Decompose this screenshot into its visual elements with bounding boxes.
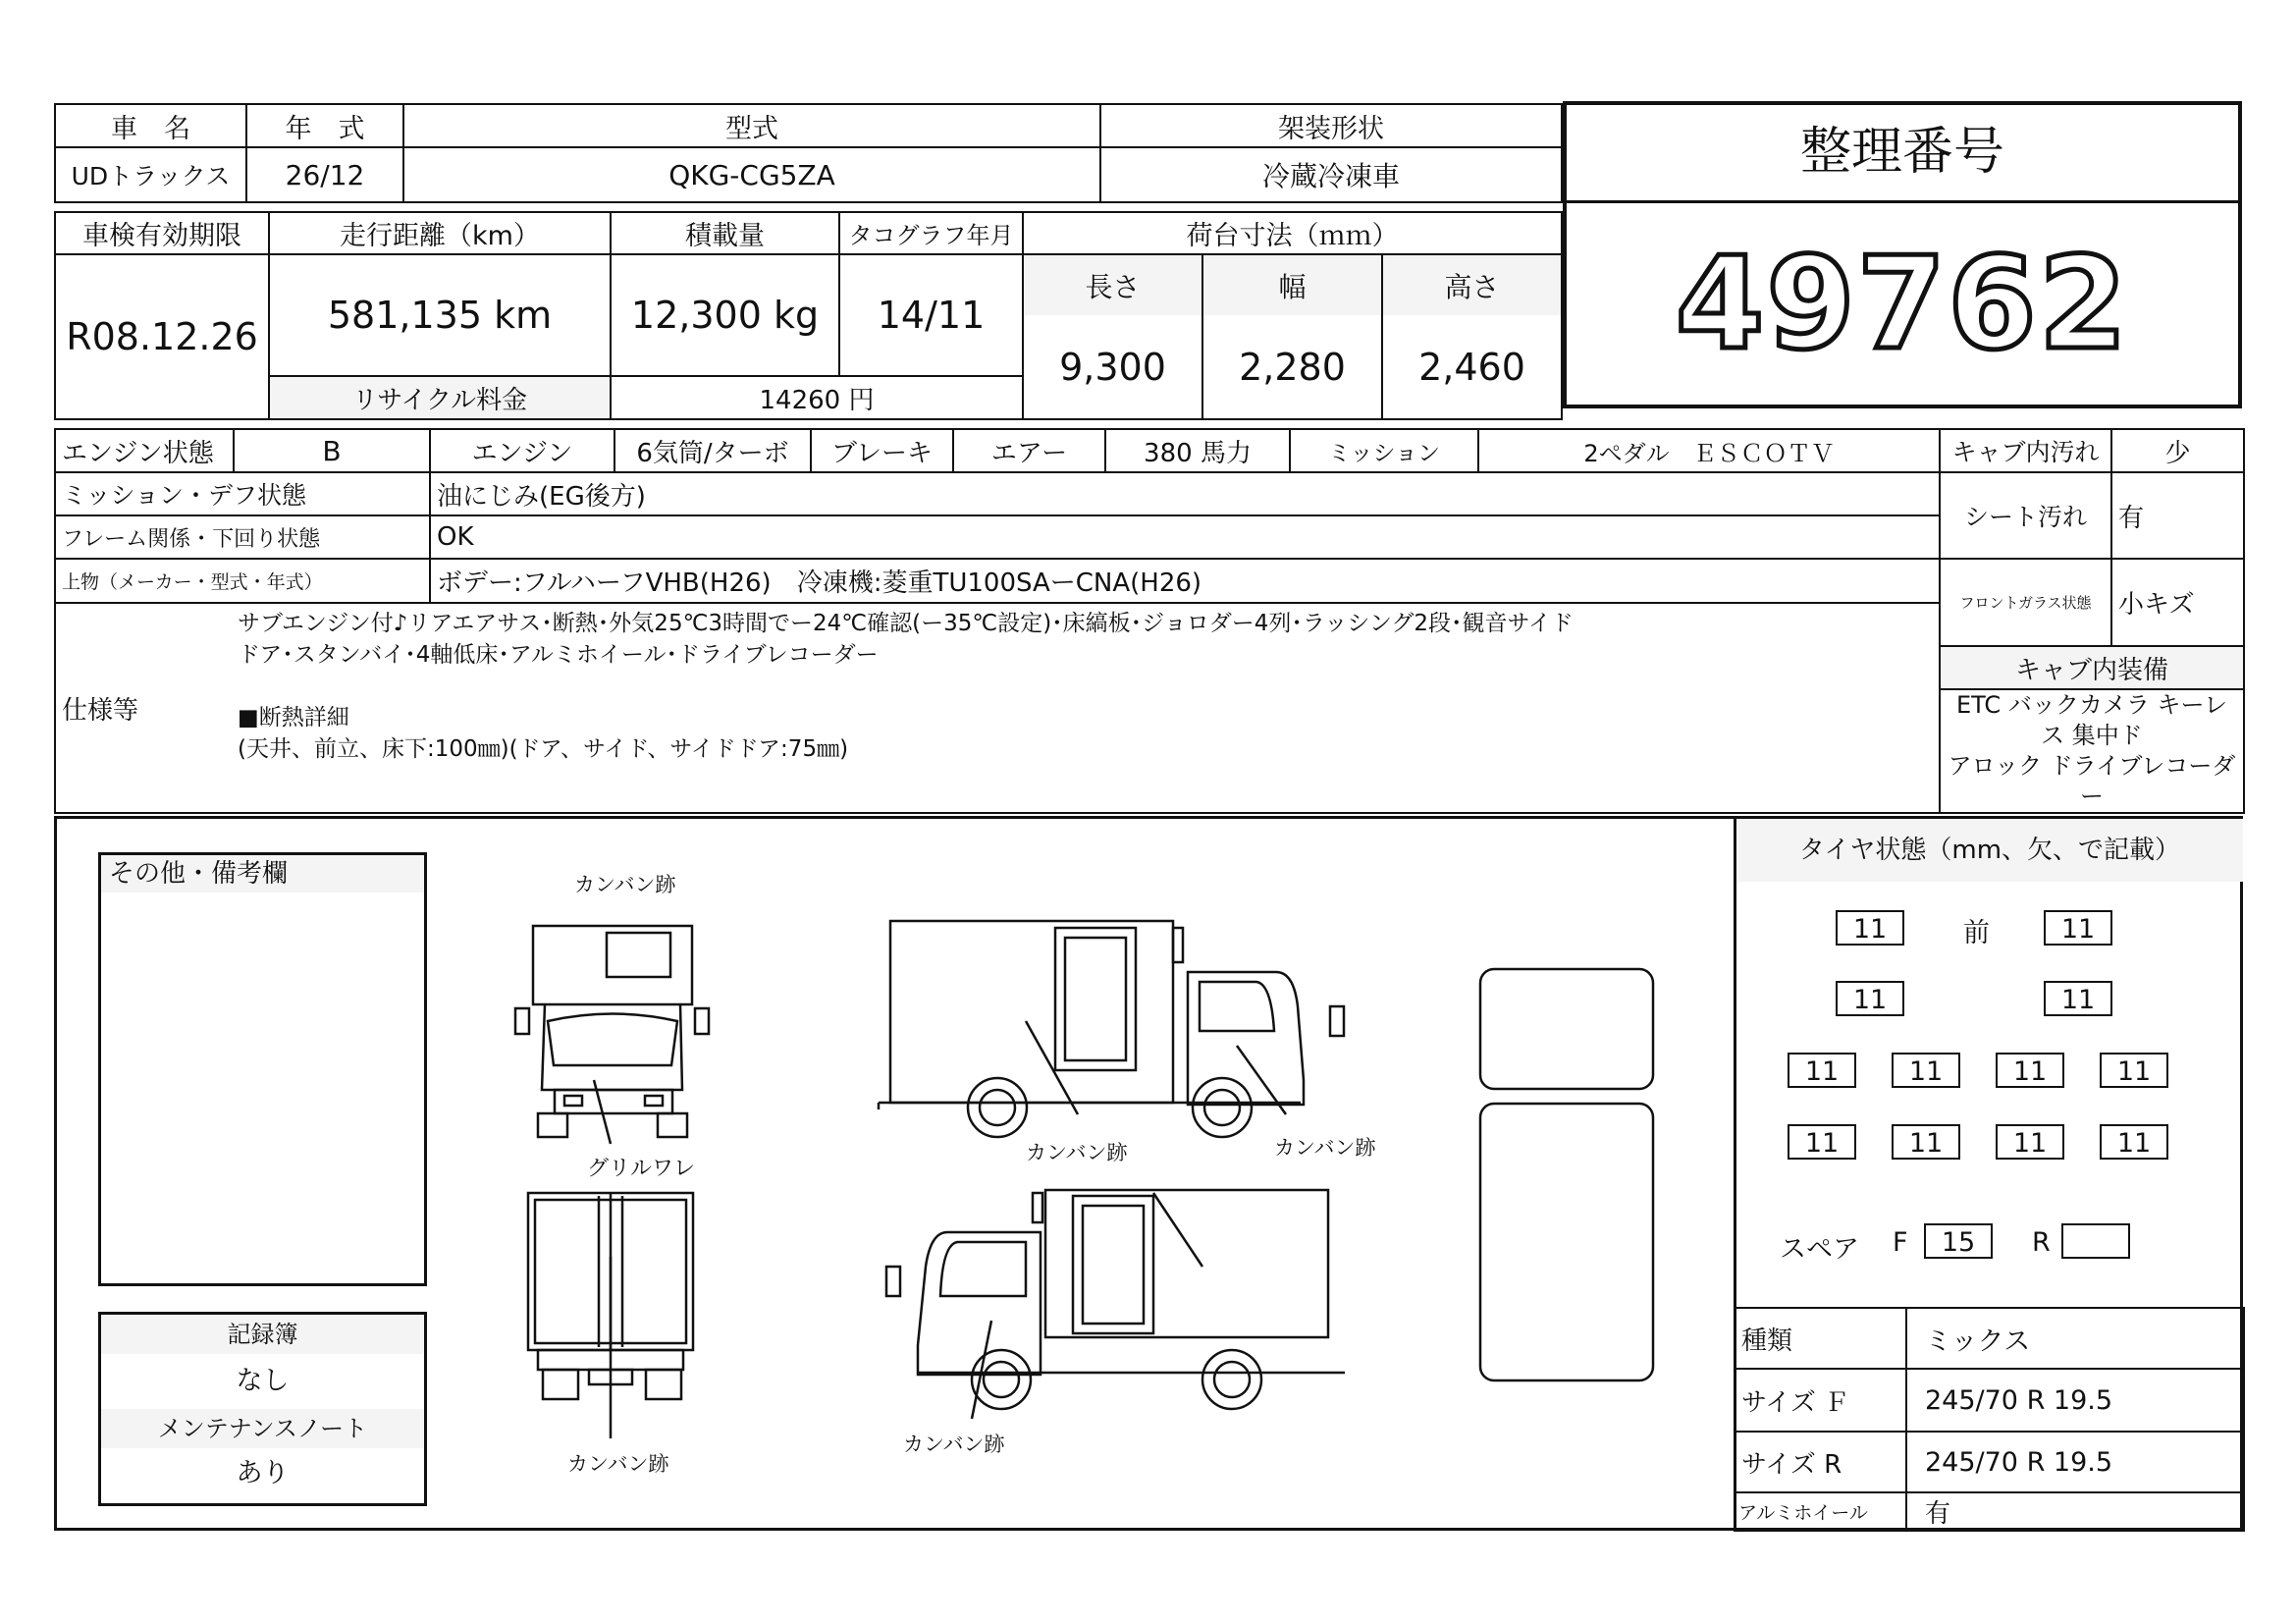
cab-dirt-header: キャブ内汚れ [1940, 429, 2111, 472]
tire-row2-left: 11 [1836, 981, 1904, 1016]
dims-header: 荷台寸法（ｍｍ） [1023, 212, 1562, 254]
brake-value: エアー [953, 429, 1105, 472]
width-header: 幅 [1202, 254, 1382, 315]
front-label: 前 [1963, 918, 1990, 948]
kanban-label-side-3: カンバン跡 [903, 1433, 1005, 1456]
tire-row4-3: 11 [1996, 1124, 2064, 1160]
upper-value: ボデー:フルハーフVHB(H26) 冷凍機:菱重TU100SAーCNA(H26) [430, 559, 1940, 603]
vehicle-year: 26/12 [246, 147, 403, 202]
tire-row3-4: 11 [2100, 1053, 2168, 1088]
tire-size-f-value: 245/70 R 19.5 [1906, 1369, 2244, 1432]
spec-line-2: ドア･スタンバイ･4軸低床･アルミホイール･ドライブレコーダー [238, 642, 879, 668]
tacho-value: 14/11 [839, 254, 1023, 376]
tacho-header: タコグラフ年月 [839, 212, 1023, 254]
tire-size-r-value: 245/70 R 19.5 [1906, 1432, 2244, 1492]
truck-side-view-1 [879, 921, 1344, 1137]
glass-value: 小キズ [2111, 559, 2244, 646]
engine-header: エンジン [430, 429, 614, 472]
kanban-label-top: カンバン跡 [574, 873, 676, 896]
engine-value: 6気筒/ターボ [614, 429, 811, 472]
mission-def-value: 油にじみ(EG後方) [430, 472, 1940, 515]
tire-row3-3: 11 [1996, 1053, 2064, 1088]
seiri-label: 整理番号 [1567, 105, 2238, 203]
seat-dirt-value: 有 [2111, 472, 2244, 559]
vehicle-body: 冷蔵冷凍車 [1100, 147, 1562, 202]
brake-header: ブレーキ [811, 429, 953, 472]
tire-size-r-header: サイズ R [1735, 1432, 1906, 1492]
vehicle-name-header: 車 名 [55, 104, 246, 147]
truck-roof-view [1480, 969, 1653, 1380]
width-value: 2,280 [1202, 315, 1382, 419]
alumi-value: 有 [1906, 1492, 2244, 1531]
recycle-value: 14260 円 [611, 376, 1023, 419]
tire-row4-4: 11 [2100, 1124, 2168, 1160]
frame-value: OK [430, 515, 1940, 559]
upper-header: 上物（メーカー・型式・年式） [55, 559, 430, 603]
alumi-header: アルミホイール [1735, 1492, 1906, 1531]
tire-type-value: ミックス [1906, 1308, 2244, 1369]
vehicle-body-header: 架装形状 [1100, 104, 1562, 147]
truck-side-view-2 [886, 1190, 1345, 1419]
engine-state-header: エンジン状態 [55, 429, 234, 472]
vehicle-year-header: 年 式 [246, 104, 403, 147]
seat-dirt-header: シート汚れ [1940, 472, 2111, 559]
cab-dirt-value: 少 [2111, 429, 2244, 472]
load-header: 積載量 [611, 212, 839, 254]
spare-r-label: R [2032, 1227, 2051, 1258]
record-value: なし [236, 1366, 290, 1396]
tire-title: タイヤ状態（mm、欠、で記載） [1736, 819, 2243, 882]
power-value: 380 馬力 [1105, 429, 1290, 472]
kanban-label-side-2: カンバン跡 [1274, 1136, 1376, 1160]
seiri-number: 49762 [1675, 229, 2130, 378]
recycle-header: リサイクル料金 [269, 376, 611, 419]
tire-row2-right: 11 [2044, 981, 2112, 1016]
mission-def-header: ミッション・デフ状態 [55, 472, 430, 515]
engine-state-value: B [234, 429, 430, 472]
tire-info-table [1734, 1307, 2245, 1532]
spec-header: 仕様等 [55, 603, 234, 813]
tire-row4-2: 11 [1892, 1124, 1960, 1160]
tire-type-header: 種類 [1735, 1308, 1906, 1369]
length-value: 9,300 [1023, 315, 1202, 419]
spec-line-3: ■断熱詳細 [238, 705, 349, 730]
maintenance-header: メンテナンスノート [101, 1409, 424, 1448]
kanban-label-rear: カンバン跡 [567, 1452, 669, 1476]
vehicle-model: QKG-CG5ZA [403, 147, 1100, 202]
vehicle-name: UDトラックス [55, 147, 246, 202]
remarks-header: その他・備考欄 [101, 855, 424, 893]
glass-header: フロントガラス状態 [1940, 559, 2111, 646]
spec-line-4: (天井、前立、床下:100㎜)(ドア、サイド、サイドドア:75㎜) [238, 736, 849, 762]
spare-f-label: F [1893, 1227, 1908, 1258]
spare-label: スペア [1780, 1234, 1859, 1265]
tire-row3-2: 11 [1892, 1053, 1960, 1088]
cab-equip-line-1: ETC バックカメラ キーレス 集中ド [1956, 691, 2227, 749]
spec-line-1: サブエンジン付♪リアエアサス･断熱･外気25℃3時間でー24℃確認(ー35℃設定)･床縞板･ジョロダー4列･ラッシング2段･観音サイド [238, 611, 1574, 636]
truck-front-view [515, 926, 709, 1137]
cab-equip-header: キャブ内装備 [1940, 646, 2244, 689]
mileage-header: 走行距離（km） [269, 212, 611, 254]
cab-equip-line-2: アロック ドライブレコーダー [1948, 752, 2236, 810]
spare-r-value [2061, 1223, 2130, 1259]
record-header: 記録簿 [101, 1315, 424, 1354]
tire-front-left: 11 [1836, 910, 1904, 946]
spare-f-value: 15 [1924, 1223, 1993, 1259]
mission-header: ミッション [1290, 429, 1478, 472]
maintenance-value: あり [236, 1458, 290, 1488]
height-value: 2,460 [1382, 315, 1562, 419]
tire-size-f-header: サイズ Ｆ [1735, 1369, 1906, 1432]
inspection-header: 車検有効期限 [55, 212, 269, 254]
inspection-value: R08.12.26 [55, 254, 269, 419]
kanban-label-side-1: カンバン跡 [1026, 1141, 1128, 1164]
height-header: 高さ [1382, 254, 1562, 315]
tire-row4-1: 11 [1788, 1124, 1856, 1160]
length-header: 長さ [1023, 254, 1202, 315]
mileage-value: 581,135 km [269, 254, 611, 376]
mission-value: 2ペダル ＥＳＣＯＴＶ [1478, 429, 1940, 472]
tire-front-right: 11 [2044, 910, 2112, 946]
frame-header: フレーム関係・下回り状態 [55, 515, 430, 559]
tire-row3-1: 11 [1788, 1053, 1856, 1088]
load-value: 12,300 kg [611, 254, 839, 376]
vehicle-model-header: 型式 [403, 104, 1100, 147]
grill-label: グリルワレ [587, 1157, 696, 1181]
